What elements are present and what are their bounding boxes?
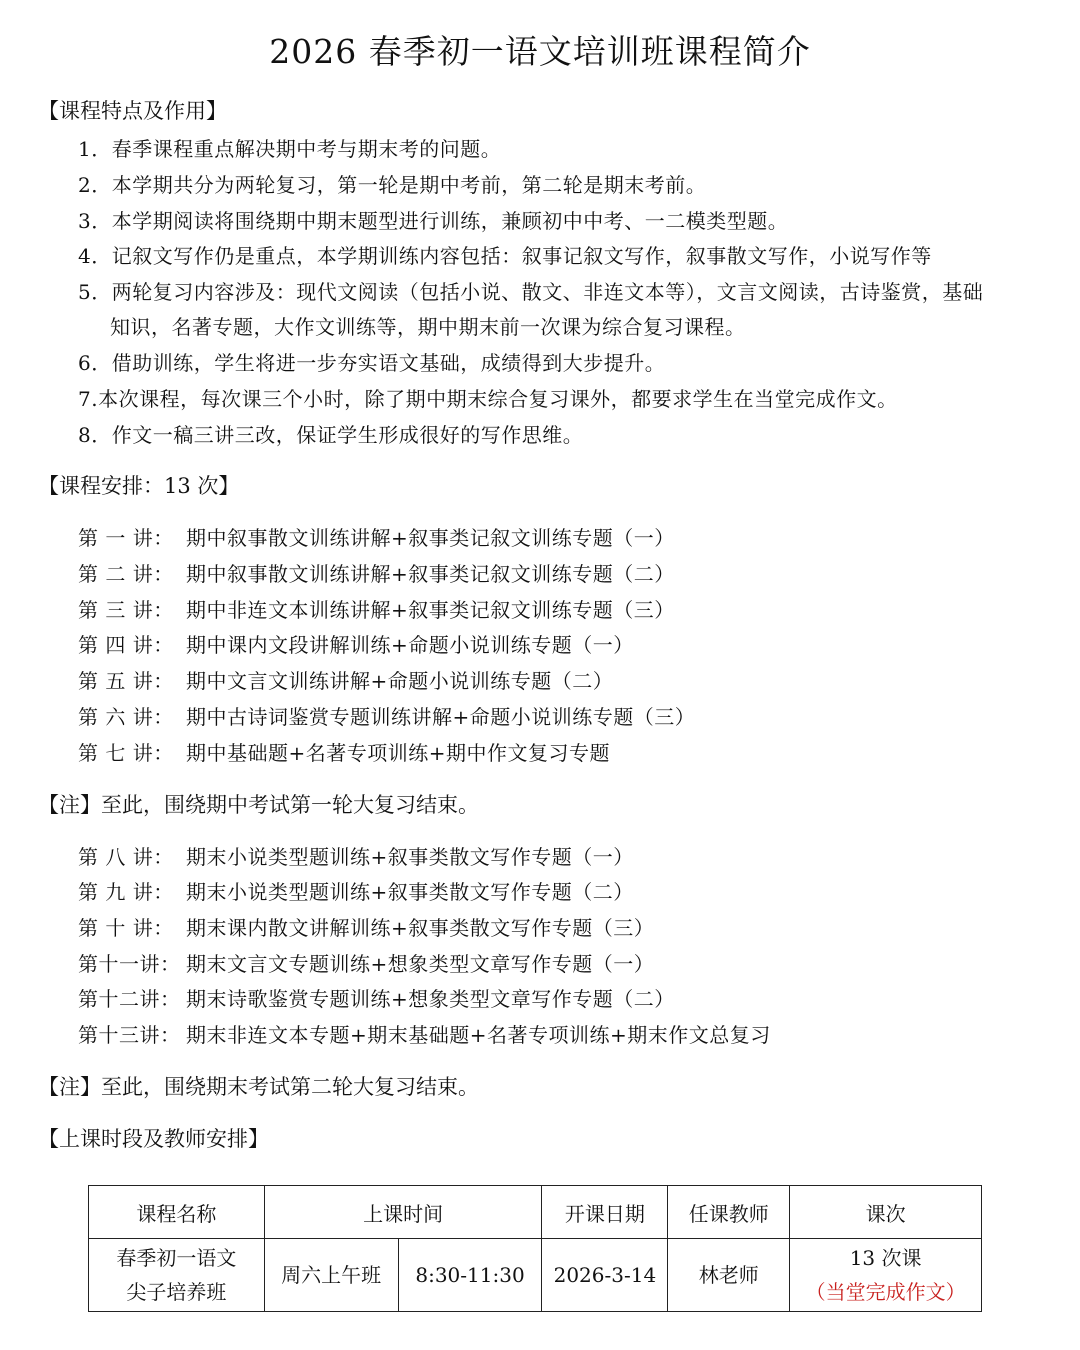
lesson-content: 期末小说类型题训练+叙事类散文写作专题（二） [186, 880, 634, 904]
course-name-line1: 春季初一语文 [116, 1246, 237, 1270]
lesson-label: 第 三 讲： [78, 598, 174, 622]
lesson-label: 第十一讲： [78, 952, 181, 976]
sessions-count: 13 次课 [849, 1246, 922, 1270]
lesson-item [78, 985, 675, 1013]
lesson-content: 期中叙事散文训练讲解+叙事类记叙文训练专题（一） [186, 526, 675, 550]
lesson-item [78, 914, 654, 942]
feature-item-continuation: 知识，名著专题，大作文训练等，期中期末前一次课为综合复习课程。 [110, 315, 746, 339]
feature-item: 3．本学期阅读将围绕期中期末题型进行训练，兼顾初中中考、一二模类型题。 [78, 209, 789, 233]
lesson-content: 期中古诗词鉴赏专题训练讲解+命题小说训练专题（三） [186, 705, 696, 729]
lesson-content: 期中课内文段讲解训练+命题小说训练专题（一） [186, 633, 634, 657]
lesson-content: 期末诗歌鉴赏专题训练+想象类型文章写作专题（二） [186, 987, 675, 1011]
cell-sessions [790, 1239, 982, 1312]
table-header-row [89, 1186, 982, 1239]
lesson-item [78, 878, 634, 906]
lesson-label: 第十二讲： [78, 987, 181, 1011]
note-round2: 【注】至此，围绕期末考试第二轮大复习结束。 [38, 1075, 479, 1099]
lesson-label: 第 一 讲： [78, 526, 174, 550]
timetable-heading: 【上课时段及教师安排】 [38, 1127, 269, 1151]
header-sessions: 课次 [790, 1186, 982, 1239]
feature-item: 1．春季课程重点解决期中考与期末考的问题。 [78, 137, 502, 161]
lesson-item [78, 703, 695, 731]
feature-item: 8．作文一稿三讲三改，保证学生形成很好的写作思维。 [78, 423, 584, 447]
lesson-item [78, 739, 610, 767]
header-course: 课程名称 [89, 1186, 265, 1239]
feature-item: 7.本次课程，每次课三个小时，除了期中期末综合复习课外，都要求学生在当堂完成作文。 [78, 387, 898, 411]
lesson-label: 第 六 讲： [78, 705, 174, 729]
feature-item: 6．借助训练，学生将进一步夯实语文基础，成绩得到大步提升。 [78, 351, 666, 375]
lesson-content: 期末非连文本专题+期末基础题+名著专项训练+期末作文总复习 [186, 1023, 771, 1047]
lesson-item [78, 1021, 771, 1049]
lesson-content: 期中文言文训练讲解+命题小说训练专题（二） [186, 669, 614, 693]
lesson-label: 第 五 讲： [78, 669, 174, 693]
feature-item: 5．两轮复习内容涉及：现代文阅读（包括小说、散文、非连文本等），文言文阅读，古诗鉴赏，基础 [78, 280, 984, 304]
lesson-item [78, 524, 675, 552]
note-round1: 【注】至此，围绕期中考试第一轮大复习结束。 [38, 793, 479, 817]
header-time: 上课时间 [264, 1186, 542, 1239]
feature-item: 2．本学期共分为两轮复习，第一轮是期中考前，第二轮是期末考前。 [78, 173, 707, 197]
schedule-heading: 【课程安排：13 次】 [38, 474, 240, 498]
lesson-item [78, 631, 634, 659]
table-row [89, 1239, 982, 1312]
lesson-item [78, 667, 613, 695]
lesson-content: 期末小说类型题训练+叙事类散文写作专题（一） [186, 845, 634, 869]
cell-course [89, 1239, 265, 1312]
lesson-item [78, 950, 654, 978]
lesson-content: 期末文言文专题训练+想象类型文章写作专题（一） [186, 952, 655, 976]
lesson-content: 期中非连文本训练讲解+叙事类记叙文训练专题（三） [186, 598, 675, 622]
lesson-label: 第 七 讲： [78, 741, 174, 765]
features-heading: 【课程特点及作用】 [38, 99, 227, 123]
cell-teacher: 林老师 [668, 1239, 790, 1312]
lesson-label: 第 四 讲： [78, 633, 174, 657]
sessions-note: （当堂完成作文） [805, 1280, 966, 1304]
feature-item: 4．记叙文写作仍是重点，本学期训练内容包括：叙事记叙文写作，叙事散文写作，小说写作等 [78, 244, 932, 268]
header-start: 开课日期 [542, 1186, 668, 1239]
cell-slot: 周六上午班 [264, 1239, 398, 1312]
lesson-label: 第 九 讲： [78, 880, 174, 904]
page-title: 2026 春季初一语文培训班课程简介 [269, 32, 811, 71]
lesson-item [78, 596, 675, 624]
lesson-content: 期中基础题+名著专项训练+期中作文复习专题 [186, 741, 611, 765]
course-name-line2: 尖子培养班 [126, 1280, 227, 1304]
lesson-content: 期中叙事散文训练讲解+叙事类记叙文训练专题（二） [186, 562, 675, 586]
cell-start: 2026-3-14 [542, 1239, 668, 1312]
lesson-item [78, 843, 634, 871]
cell-hours: 8:30-11:30 [398, 1239, 542, 1312]
lesson-label: 第 十 讲： [78, 916, 174, 940]
lesson-label: 第 八 讲： [78, 845, 174, 869]
timetable [88, 1185, 982, 1312]
lesson-label: 第十三讲： [78, 1023, 181, 1047]
lesson-label: 第 二 讲： [78, 562, 174, 586]
lesson-content: 期末课内散文讲解训练+叙事类散文写作专题（三） [186, 916, 655, 940]
header-teacher: 任课教师 [668, 1186, 790, 1239]
lesson-item [78, 560, 675, 588]
